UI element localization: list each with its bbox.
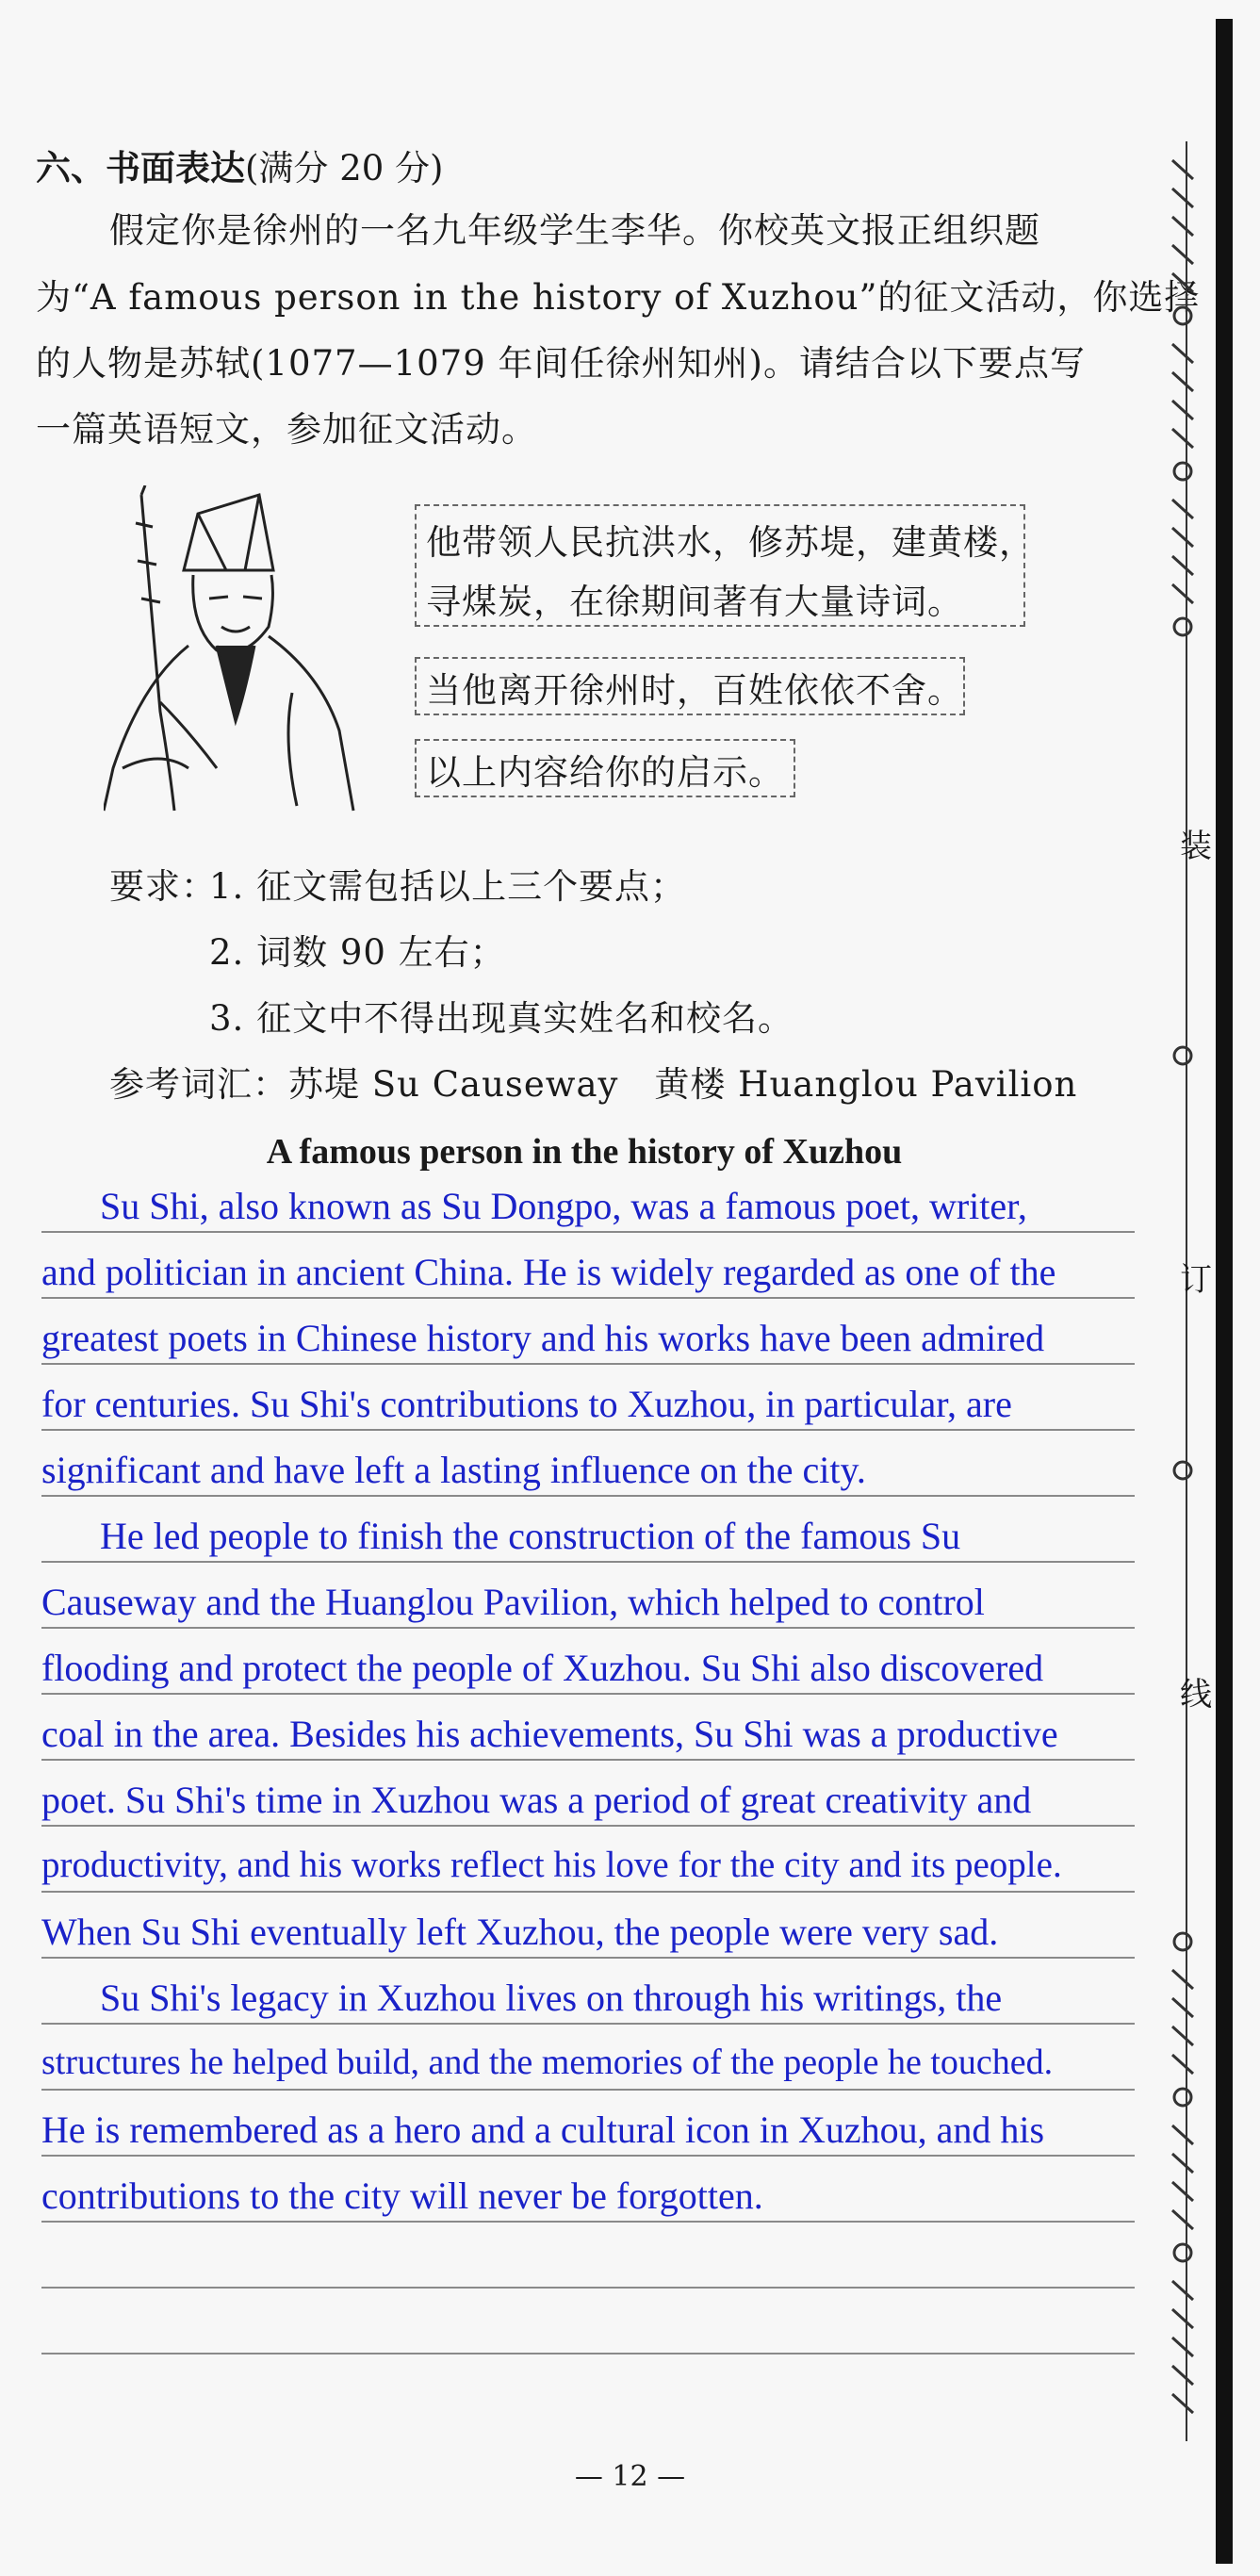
writing-rule: [41, 1957, 1135, 1959]
requirement-item: 1. 征文需包括以上三个要点；: [209, 866, 687, 907]
essay-line: When Su Shi eventually left Xuzhou, the people were very sad.: [41, 1911, 999, 1953]
essay-line: greatest poets in Chinese history and his works have been admired: [41, 1317, 1045, 1359]
writing-rule: [41, 1495, 1135, 1497]
writing-rule: [41, 1561, 1135, 1563]
point-box-1-line: 寻煤炭，在徐期间著有大量诗词。: [426, 582, 963, 622]
writing-rule: [41, 1825, 1135, 1827]
essay-line: He led people to finish the construction of the famous Su: [100, 1515, 961, 1557]
essay-line: Su Shi, also known as Su Dongpo, was a famous poet, writer,: [100, 1185, 1027, 1227]
essay-line: He is remembered as a hero and a cultural icon in Xuzhou, and his: [41, 2108, 1045, 2151]
writing-rule: [41, 1429, 1135, 1431]
essay-line: poet. Su Shi's time in Xuzhou was a period of great creativity and: [41, 1779, 1032, 1821]
essay-line: coal in the area. Besides his achievements, Su Shi was a productive: [41, 1713, 1058, 1755]
essay-line: Causeway and the Huanglou Pavilion, which helped to control: [41, 1581, 985, 1623]
requirement-item: 3. 征文中不得出现真实姓名和校名。: [209, 998, 794, 1039]
prompt-line: 为“A famous person in the history of Xuzhou”的征文活动，你选择: [36, 277, 1201, 318]
binding-char: 订: [1180, 1261, 1212, 1299]
section-heading: [36, 139, 443, 190]
writing-rule: [41, 1297, 1135, 1299]
writing-rule: [41, 1627, 1135, 1629]
essay-line: contributions to the city will never be forgotten.: [41, 2174, 763, 2217]
writing-rule: [41, 2023, 1135, 2025]
essay-title: A famous person in the history of Xuzhou: [266, 1132, 903, 1172]
section-score: (满分 20 分): [245, 148, 444, 189]
section-heading-text: 六、书面表达: [36, 147, 245, 189]
requirement-item: 2. 词数 90 左右；: [209, 932, 506, 973]
writing-rule: [41, 2287, 1135, 2289]
point-box-1-line: 他带领人民抗洪水，修苏堤，建黄楼，: [426, 522, 1035, 563]
point-box-2-text: 当他离开徐州时，百姓依依不舍。: [426, 670, 963, 711]
binding-char: 线: [1180, 1676, 1212, 1714]
prompt-line: 的人物是苏轼(1077—1079 年间任徐州知州)。请结合以下要点写: [36, 343, 1086, 384]
writing-rule: [41, 1759, 1135, 1761]
writing-rule: [41, 2155, 1135, 2157]
essay-line: productivity, and his works reflect his love for the city and its people.: [41, 1845, 1062, 1885]
prompt-line: 假定你是徐州的一名九年级学生李华。你校英文报正组织题: [109, 210, 1040, 251]
su-shi-portrait-illustration: [104, 485, 386, 815]
writing-rule: [41, 1891, 1135, 1893]
writing-rule: [41, 2089, 1135, 2091]
prompt-line: 一篇英语短文，参加征文活动。: [36, 409, 537, 450]
requirements-label: 要求：: [109, 866, 217, 907]
essay-line: flooding and protect the people of Xuzhou. Su Shi also discovered: [41, 1647, 1044, 1689]
writing-rule: [41, 2221, 1135, 2223]
point-box-3-text: 以上内容给你的启示。: [426, 752, 784, 793]
writing-rule: [41, 1231, 1135, 1233]
essay-line: structures he helped build, and the memories of the people he touched.: [41, 2043, 1054, 2082]
essay-line: for centuries. Su Shi's contributions to Xuzhou, in particular, are: [41, 1383, 1012, 1425]
writing-rule: [41, 1363, 1135, 1365]
writing-rule: [41, 1693, 1135, 1695]
writing-rule: [41, 2353, 1135, 2354]
essay-line: and politician in ancient China. He is widely regarded as one of the: [41, 1251, 1056, 1293]
page-number: — 12 —: [574, 2460, 686, 2493]
essay-line: significant and have left a lasting influence on the city.: [41, 1449, 866, 1491]
page-edge-shadow: [1216, 19, 1233, 2564]
binding-char: 装: [1180, 828, 1212, 865]
reference-vocabulary: 参考词汇：苏堤 Su Causeway 黄楼 Huanglou Pavilion: [109, 1064, 1078, 1105]
essay-line: Su Shi's legacy in Xuzhou lives on through his writings, the: [100, 1977, 1003, 2019]
